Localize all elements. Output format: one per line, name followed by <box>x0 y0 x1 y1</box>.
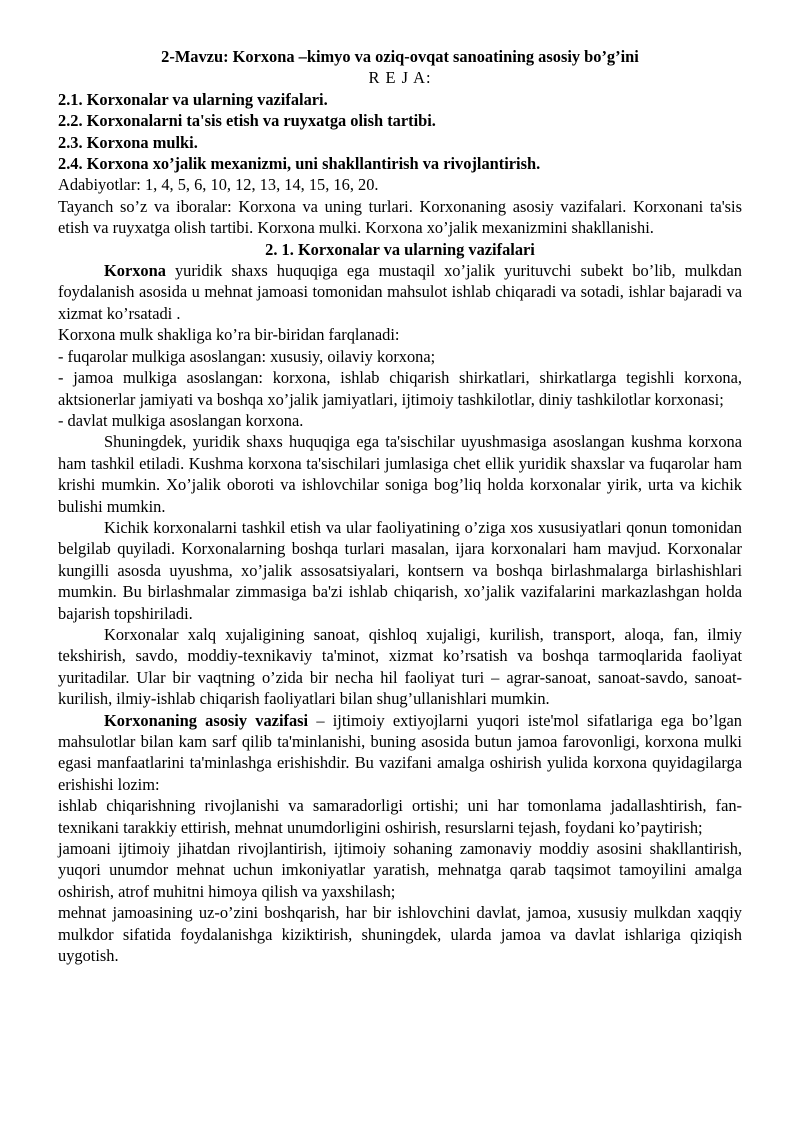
keywords-paragraph: Tayanch so’z va iboralar: Korxona va uning turlari. Korxonaning asosiy vazifalari. Korxonani ta'sis etish va ruyxatga olish tartibi. Korxona mulki. Korxona xo’jalik mexanizmini shakllanishi. <box>58 196 742 238</box>
goal-item: ishlab chiqarishning rivojlanishi va samaradorligi ortishi; uni har tomonlama jadallashtirish, fan-texnikani tarakkiy ettirish, mehnat unumdorligini oshirish, resurslarni tejash, foydani ko’paytirish; <box>58 796 742 837</box>
goal-item: mehnat jamoasining uz-o’zini boshqarish, har bir ishlovchini davlat, jamoa, xususiy mulkdan xaqqiy mulkdor sifatida foydalanishga kiziktirish, shuningdek, ularda jamoa va davlat ishlariga qiziqish uygotish. <box>58 903 742 966</box>
main-task-paragraph <box>58 710 742 796</box>
ownership-item: - davlat mulkiga asoslangan korxona. <box>58 410 304 430</box>
goal-item: jamoani ijtimoiy jihatdan rivojlantirish, ijtimoiy sohaning zamonaviy moddiy asosini shakllantirish, yuqori unumdor mehnat uchun imkoniyatlar yaratish, mehnatga qarab taqsimot tamoyilini amalga oshirish, atrof muhitni himoya qilish va yaxshilash; <box>58 839 742 901</box>
definition-term: Korxona <box>104 261 166 281</box>
definition-text: yuridik shaxs huquqiga ega mustaqil xo’jalik yurituvchi subekt bo’lib, mulkdan foydalanish asosida u mehnat jamoasi tomonidan mahsulot ishlab chiqaradi va sotadi, ishlar bajaradi va xizmat ko’rsatadi . <box>58 261 742 323</box>
document-page <box>58 46 742 966</box>
ownership-intro: Korxona mulk shakliga ko’ra bir-biridan farqlanadi: <box>58 325 400 345</box>
main-task-text: – ijtimoiy extiyojlarni yuqori iste'mol sifatlariga ega bo’lgan mahsulotlar bilan kam sarf qilib ta'minlanishi, buning asosida butun jamoa farovonligi, korxona mulki egasi manfaatlarini ta'minlashga erishishdir. Bu vazifani amalga oshirish yulida korxona quyidagilarga erishishi lozim: <box>58 710 742 794</box>
plan-item: 2.1. Korxonalar va ularning vazifalari. <box>58 89 328 109</box>
plan-item: 2.2. Korxonalarni ta'sis etish va ruyxatga olish tartibi. <box>58 111 436 131</box>
literature-line: Adabiyotlar: 1, 4, 5, 6, 10, 12, 13, 14, 15, 16, 20. <box>58 175 379 195</box>
plan-label: R E J A: <box>368 68 432 88</box>
body-paragraph: Korxonalar xalq xujaligining sanoat, qishloq xujaligi, kurilish, transport, aloqa, fan, ilmiy tekshirish, savdo, moddiy-texnikaviy ta'minot, xizmat ko’rsatish va boshqa tarmoqlarida faoliyat yuritadilar. Ular bir vaqtning o’zida bir necha hil faoliyat turi – agrar-sanoat, sanoat-savdo, sanoat-kurilish, ilmiy-ishlab chiqarish faoliyatlari bilan shug’ullanishlari mumkin. <box>58 624 742 709</box>
definition-paragraph <box>58 260 742 324</box>
body-paragraph: Shuningdek, yuridik shaxs huquqiga ega ta'sischilar uyushmasiga asoslangan kushma korxona ham tashkil etiladi. Kushma korxona ta'sischilari jumlasiga chet ellik yuridik shaxslar va fuqarolar ham krishi mumkin. Xo’jalik oboroti va ishlovchilar soniga bog’liq holda korxonalar yirik, urta va kichik bulishi mumkin. <box>58 432 742 516</box>
document-title: 2-Mavzu: Korxona –kimyo va oziq-ovqat sanoatining asosiy bo’g’ini <box>161 47 639 66</box>
body-paragraph: Kichik korxonalarni tashkil etish va ular faoliyatining o’ziga xos xususiyatlari qonun tomonidan belgilab quyiladi. Korxonalarning boshqa turlari masalan, ijara korxonalari ham mavjud. Korxonalar kungilli asosda uyushma, xo’jalik assosatsiyalari, kontsern va boshqa birlashmalarga birlashishlari mumkin. Bu birlashmalar zimmasiga ba'zi ishlab chiqarish, xo’jalik vazifalarini markazlashgan holda bajarish topshiriladi. <box>58 517 742 623</box>
ownership-item: - jamoa mulkiga asoslangan: korxona, ishlab chiqarish shirkatlari, shirkatlarga tegishli korxona, aktsionerlar jamiyati va boshqa xo’jalik jamiyatlari, ijtimoiy tashkilotlar, diniy tashkilotlar korxonasi; <box>58 368 742 409</box>
plan-item: 2.3. Korxona mulki. <box>58 132 198 152</box>
section-heading: 2. 1. Korxonalar va ularning vazifalari <box>265 239 535 259</box>
main-task-term: Korxonaning asosiy vazifasi <box>104 710 309 730</box>
ownership-item: - fuqarolar mulkiga asoslangan: xususiy, oilaviy korxona; <box>58 346 436 366</box>
plan-item: 2.4. Korxona xo’jalik mexanizmi, uni shakllantirish va rivojlantirish. <box>58 154 541 174</box>
